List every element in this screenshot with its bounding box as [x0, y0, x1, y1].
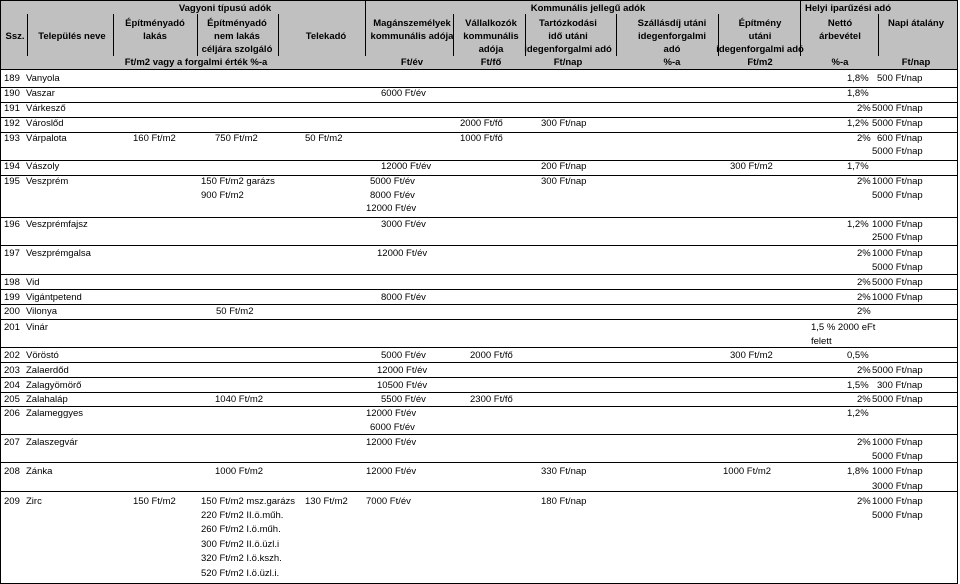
table-cell: 300 Ft/m2: [730, 350, 773, 361]
table-cell: Vilonya: [26, 306, 57, 317]
column-header: idegenforgalmi: [637, 31, 707, 42]
table-cell: 1,8%: [847, 73, 869, 84]
table-cell: 207: [4, 437, 20, 448]
table-cell: 900 Ft/m2: [201, 190, 244, 201]
table-cell: 300 Ft/nap: [877, 380, 923, 391]
table-cell: 2%: [857, 277, 871, 288]
table-cell: 2%: [857, 437, 871, 448]
table-cell: Veszprémgalsa: [26, 248, 91, 259]
table-cell: 204: [4, 380, 20, 391]
column-unit: Ft/nap: [901, 57, 931, 68]
table-cell: 2300 Ft/fő: [470, 394, 513, 405]
table-cell: 5000 Ft/nap: [872, 394, 923, 405]
column-unit: Ft/m2 vagy a forgalmi érték %-a: [124, 57, 268, 68]
table-cell: 191: [4, 103, 20, 114]
table-cell: 194: [4, 161, 20, 172]
row-divider: [0, 304, 958, 305]
table-cell: 2%: [857, 292, 871, 303]
table-cell: 5500 Ft/év: [381, 394, 426, 405]
table-cell: 5000 Ft/nap: [872, 451, 923, 462]
column-divider: [113, 14, 114, 56]
table-cell: 1,5%: [847, 380, 869, 391]
table-cell: 5000 Ft/nap: [872, 103, 923, 114]
table-cell: 180 Ft/nap: [541, 496, 587, 507]
table-cell: 50 Ft/m2: [216, 306, 254, 317]
column-header: utáni: [748, 31, 772, 42]
column-header: Ssz.: [5, 31, 25, 42]
table-cell: 189: [4, 73, 20, 84]
table-cell: 150 Ft/m2 garázs: [201, 176, 275, 187]
table-cell: 1000 Ft/nap: [872, 248, 923, 259]
table-cell: Veszprémfajsz: [26, 219, 88, 230]
row-divider: [0, 87, 958, 88]
column-header: Nettó: [827, 18, 853, 29]
table-cell: 2%: [857, 248, 871, 259]
table-cell: 5000 Ft/év: [370, 176, 415, 187]
table-cell: 150 Ft/m2 msz.garázs: [201, 496, 295, 507]
table-cell: 5000 Ft/nap: [872, 262, 923, 273]
table-cell: 5000 Ft/év: [381, 350, 426, 361]
row-divider: [0, 434, 958, 435]
table-cell: 199: [4, 292, 20, 303]
column-header: idegenforgalmi adó: [524, 44, 612, 55]
column-header: adója: [478, 44, 504, 55]
column-divider: [365, 0, 366, 14]
table-cell: 200: [4, 306, 20, 317]
row-divider: [0, 69, 958, 70]
column-divider: [616, 14, 617, 56]
table-cell: Zalagyömörő: [26, 380, 82, 391]
table-cell: Zirc: [26, 496, 42, 507]
table-cell: 6000 Ft/év: [370, 422, 415, 433]
column-unit: Ft/nap: [553, 57, 583, 68]
table-cell: 12000 Ft/év: [366, 466, 417, 477]
table-cell: 600 Ft/nap: [877, 133, 923, 144]
table-cell: Várpalota: [26, 133, 67, 144]
table-cell: 1040 Ft/m2: [215, 394, 264, 405]
table-cell: 150 Ft/m2: [133, 496, 176, 507]
table-cell: Vinár: [26, 322, 49, 333]
table-cell: 5000 Ft/nap: [872, 146, 923, 157]
table-cell: 202: [4, 350, 20, 361]
table-cell: 300 Ft/nap: [541, 118, 587, 129]
row-divider: [0, 102, 958, 103]
table-cell: 201: [4, 322, 20, 333]
column-header: Építményadó: [207, 18, 267, 29]
table-cell: Várkesző: [26, 103, 66, 114]
table-cell: 300 Ft/m2 II.ö.üzl.i: [201, 539, 280, 550]
column-unit: Ft/fő: [480, 57, 502, 68]
row-divider: [0, 377, 958, 378]
table-cell: 260 Ft/m2 I.ö.műh.: [201, 524, 281, 535]
table-cell: 208: [4, 466, 20, 477]
column-header: nem lakás: [214, 31, 260, 42]
table-cell: Zalaszegvár: [26, 437, 78, 448]
column-unit: Ft/év: [400, 57, 424, 68]
column-unit: Ft/m2: [747, 57, 773, 68]
column-header: Település neve: [38, 31, 106, 42]
table-cell: 5000 Ft/nap: [872, 118, 923, 129]
table-cell: 8000 Ft/év: [370, 190, 415, 201]
table-cell: Vöröstó: [26, 350, 59, 361]
column-header: kommunális: [463, 31, 519, 42]
table-cell: 203: [4, 365, 20, 376]
table-cell: Vaszar: [26, 88, 55, 99]
table-cell: 200 Ft/nap: [541, 161, 587, 172]
row-divider: [0, 175, 958, 176]
table-cell: 12000 Ft/év: [366, 203, 417, 214]
column-divider: [0, 0, 1, 583]
table-cell: 300 Ft/nap: [541, 176, 587, 187]
table-cell: 2500 Ft/nap: [872, 232, 923, 243]
table-cell: 12000 Ft/év: [381, 161, 432, 172]
column-header: Építmény: [738, 18, 782, 29]
header-group-label: Helyi iparűzési adó: [804, 3, 892, 14]
table-cell: 1000 Ft/fő: [460, 133, 503, 144]
row-divider: [0, 0, 958, 1]
column-header: árbevétel: [819, 31, 861, 42]
column-divider: [278, 14, 279, 56]
table-cell: 7000 Ft/év: [366, 496, 411, 507]
row-divider: [0, 362, 958, 363]
table-cell: 2%: [857, 176, 871, 187]
table-cell: 2000 Ft/fő: [460, 118, 503, 129]
table-cell: 160 Ft/m2: [133, 133, 176, 144]
table-cell: 1,8%: [847, 88, 869, 99]
table-cell: 1,2%: [847, 408, 869, 419]
table-cell: 1000 Ft/m2: [215, 466, 264, 477]
row-divider: [0, 274, 958, 275]
table-cell: Városlőd: [26, 118, 64, 129]
table-cell: 520 Ft/m2 I.ö.üzl.i.: [201, 568, 280, 579]
table-cell: 1,2%: [847, 118, 869, 129]
table-cell: 12000 Ft/év: [366, 408, 417, 419]
header-group-label: Vagyoni típusú adók: [178, 3, 272, 14]
column-header: Telekadó: [305, 31, 347, 42]
table-cell: 1000 Ft/nap: [872, 176, 923, 187]
table-cell: Vászoly: [26, 161, 60, 172]
column-divider: [957, 0, 958, 583]
table-cell: 3000 Ft/év: [381, 219, 426, 230]
table-cell: 2%: [857, 394, 871, 405]
table-cell: 50 Ft/m2: [305, 133, 343, 144]
row-divider: [0, 392, 958, 393]
column-divider: [365, 14, 366, 56]
table-cell: 1000 Ft/nap: [872, 437, 923, 448]
column-unit: %-a: [663, 57, 681, 68]
table-cell: 197: [4, 248, 20, 259]
column-header: Szállásdíj utáni: [637, 18, 707, 29]
row-divider: [0, 491, 958, 492]
table-cell: 1000 Ft/nap: [872, 219, 923, 230]
table-cell: 195: [4, 176, 20, 187]
table-cell: 500 Ft/nap: [877, 73, 923, 84]
row-divider: [0, 217, 958, 218]
table-cell: 193: [4, 133, 20, 144]
table-cell: 1,7%: [847, 161, 869, 172]
table-cell: 2%: [857, 496, 871, 507]
table-cell: Vid: [26, 277, 40, 288]
table-cell: 1,2%: [847, 219, 869, 230]
table-cell: 205: [4, 394, 20, 405]
row-divider: [0, 406, 958, 407]
row-divider: [0, 160, 958, 161]
table-cell: Vigántpetend: [26, 292, 82, 303]
column-header: adó: [663, 44, 681, 55]
table-cell: 198: [4, 277, 20, 288]
column-divider: [878, 14, 879, 56]
header-group-label: Kommunális jellegű adók: [530, 3, 646, 14]
table-cell: 1000 Ft/m2: [723, 466, 772, 477]
column-unit: %-a: [831, 57, 849, 68]
table-cell: 5000 Ft/nap: [872, 190, 923, 201]
table-cell: 2%: [857, 365, 871, 376]
table-cell: 6000 Ft/év: [381, 88, 426, 99]
column-header: céljára szolgáló: [201, 44, 273, 55]
table-cell: 10500 Ft/év: [377, 380, 428, 391]
column-header: idő utáni: [548, 31, 588, 42]
column-header: kommunális adója: [370, 31, 454, 42]
table-cell: 0,5%: [847, 350, 869, 361]
column-divider: [197, 14, 198, 56]
column-header: Építményadó: [125, 18, 185, 29]
table-cell: Vanyola: [26, 73, 60, 84]
column-header: Napi átalány: [888, 18, 944, 29]
table-cell: 2%: [857, 103, 871, 114]
table-cell: 5000 Ft/nap: [872, 365, 923, 376]
table-cell: 1000 Ft/nap: [872, 292, 923, 303]
row-divider: [0, 462, 958, 463]
table-cell: 750 Ft/m2: [215, 133, 258, 144]
table-cell: 2%: [857, 306, 871, 317]
column-header: Magánszemélyek: [373, 18, 451, 29]
table-cell: 320 Ft/m2 I.ö.kszh.: [201, 553, 282, 564]
table-cell: 1,8%: [847, 466, 869, 477]
table-cell: 5000 Ft/nap: [872, 277, 923, 288]
column-header: idegenforgalmi adó: [716, 44, 804, 55]
table-cell: 1000 Ft/nap: [872, 466, 923, 477]
table-cell: 190: [4, 88, 20, 99]
table-cell: 300 Ft/m2: [730, 161, 773, 172]
table-cell: 12000 Ft/év: [377, 248, 428, 259]
table-cell: 130 Ft/m2: [305, 496, 348, 507]
table-cell: Zalameggyes: [26, 408, 84, 419]
table-cell: 220 Ft/m2 II.ö.műh.: [201, 510, 284, 521]
table-cell: 1,5 % 2000 eFt: [811, 322, 876, 333]
table-cell: 8000 Ft/év: [381, 292, 426, 303]
table-cell: 3000 Ft/nap: [872, 481, 923, 492]
table-cell: 12000 Ft/év: [366, 437, 417, 448]
table-cell: felett: [811, 336, 832, 347]
table-cell: 2000 Ft/fő: [470, 350, 513, 361]
table-cell: 12000 Ft/év: [377, 365, 428, 376]
row-divider: [0, 245, 958, 246]
table-cell: 196: [4, 219, 20, 230]
table-cell: 1000 Ft/nap: [872, 496, 923, 507]
column-header: Tartózkodási: [539, 18, 597, 29]
column-divider: [800, 0, 801, 14]
column-header: lakás: [143, 31, 167, 42]
row-divider: [0, 347, 958, 348]
table-cell: 209: [4, 496, 20, 507]
table-cell: Zalahaláp: [26, 394, 68, 405]
column-header: Vállalkozók: [465, 18, 517, 29]
table-cell: 192: [4, 118, 20, 129]
column-divider: [27, 14, 28, 56]
table-cell: 330 Ft/nap: [541, 466, 587, 477]
table-cell: 2%: [857, 133, 871, 144]
table-cell: 206: [4, 408, 20, 419]
table-cell: Zalaerdőd: [26, 365, 69, 376]
table-cell: Veszprém: [26, 176, 69, 187]
table-cell: Zánka: [26, 466, 53, 477]
row-divider: [0, 319, 958, 320]
table-cell: 5000 Ft/nap: [872, 510, 923, 521]
row-divider: [0, 289, 958, 290]
